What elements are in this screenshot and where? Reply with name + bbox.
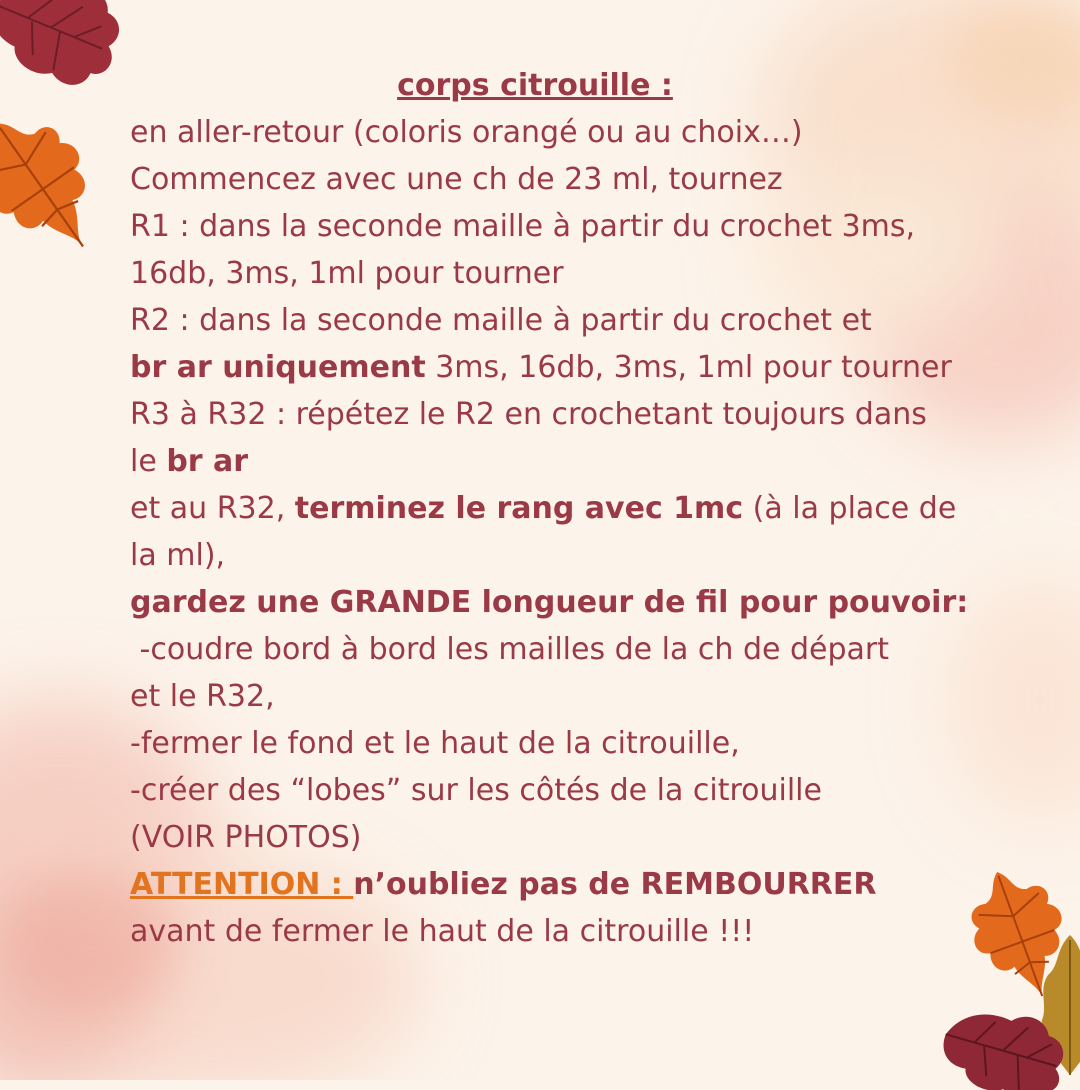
instruction-line xyxy=(130,673,1050,720)
instruction-line xyxy=(130,344,1050,391)
instruction-text: 16db, 3ms, 1ml pour tourner xyxy=(130,256,564,291)
emphasis-text: br ar xyxy=(166,444,249,479)
autumn-leaf-icon xyxy=(0,0,130,100)
instruction-line xyxy=(130,908,1050,955)
emphasis-text: n’oubliez pas de REMBOURRER xyxy=(353,867,877,902)
instruction-line xyxy=(130,109,1050,156)
instruction-line xyxy=(130,861,1050,908)
instruction-text: R1 : dans la seconde maille à partir du crochet 3ms, xyxy=(130,209,916,244)
instruction-line xyxy=(130,485,1050,532)
instruction-line xyxy=(130,438,1050,485)
instruction-text: Commencez avec une ch de 23 ml, tournez xyxy=(130,162,783,197)
instruction-text: 3ms, 16db, 3ms, 1ml pour tourner xyxy=(425,350,952,385)
instruction-text: avant de fermer le haut de la citrouille !!! xyxy=(130,914,755,949)
instruction-text: -coudre bord à bord les mailles de la ch de départ xyxy=(130,632,890,667)
instruction-line xyxy=(130,250,1050,297)
instruction-text: -créer des “lobes” sur les côtés de la citrouille xyxy=(130,773,822,808)
instruction-line xyxy=(130,814,1050,861)
instruction-line xyxy=(130,579,1050,626)
instruction-text: en aller-retour (coloris orangé ou au choix…) xyxy=(130,115,803,150)
section-title: corps citrouille : xyxy=(397,68,673,103)
instruction-line xyxy=(130,720,1050,767)
instruction-text: -fermer le fond et le haut de la citrouille, xyxy=(130,726,740,761)
attention-label: ATTENTION : xyxy=(130,867,354,902)
emphasis-text: terminez le rang avec 1mc xyxy=(294,491,744,526)
instruction-line xyxy=(130,156,1050,203)
instruction-line xyxy=(130,297,1050,344)
instruction-text: et au R32, xyxy=(130,491,295,526)
autumn-leaf-icon xyxy=(935,1000,1075,1090)
autumn-leaf-icon xyxy=(0,100,100,270)
instruction-line xyxy=(130,626,1050,673)
instruction-text: et le R32, xyxy=(130,679,275,714)
emphasis-text: br ar uniquement xyxy=(130,350,426,385)
instruction-text: la ml), xyxy=(130,538,226,573)
instruction-text: (VOIR PHOTOS) xyxy=(130,820,362,855)
instruction-line xyxy=(130,767,1050,814)
instruction-line xyxy=(130,391,1050,438)
pattern-instructions xyxy=(130,62,1050,955)
instruction-text: R3 à R32 : répétez le R2 en crochetant toujours dans xyxy=(130,397,927,432)
instruction-line xyxy=(130,203,1050,250)
instruction-text: le xyxy=(130,444,167,479)
emphasis-text: gardez une GRANDE longueur de fil pour pouvoir: xyxy=(130,585,969,620)
instruction-line xyxy=(130,532,1050,579)
instruction-text: R2 : dans la seconde maille à partir du crochet et xyxy=(130,303,872,338)
instruction-text: (à la place de xyxy=(743,491,957,526)
